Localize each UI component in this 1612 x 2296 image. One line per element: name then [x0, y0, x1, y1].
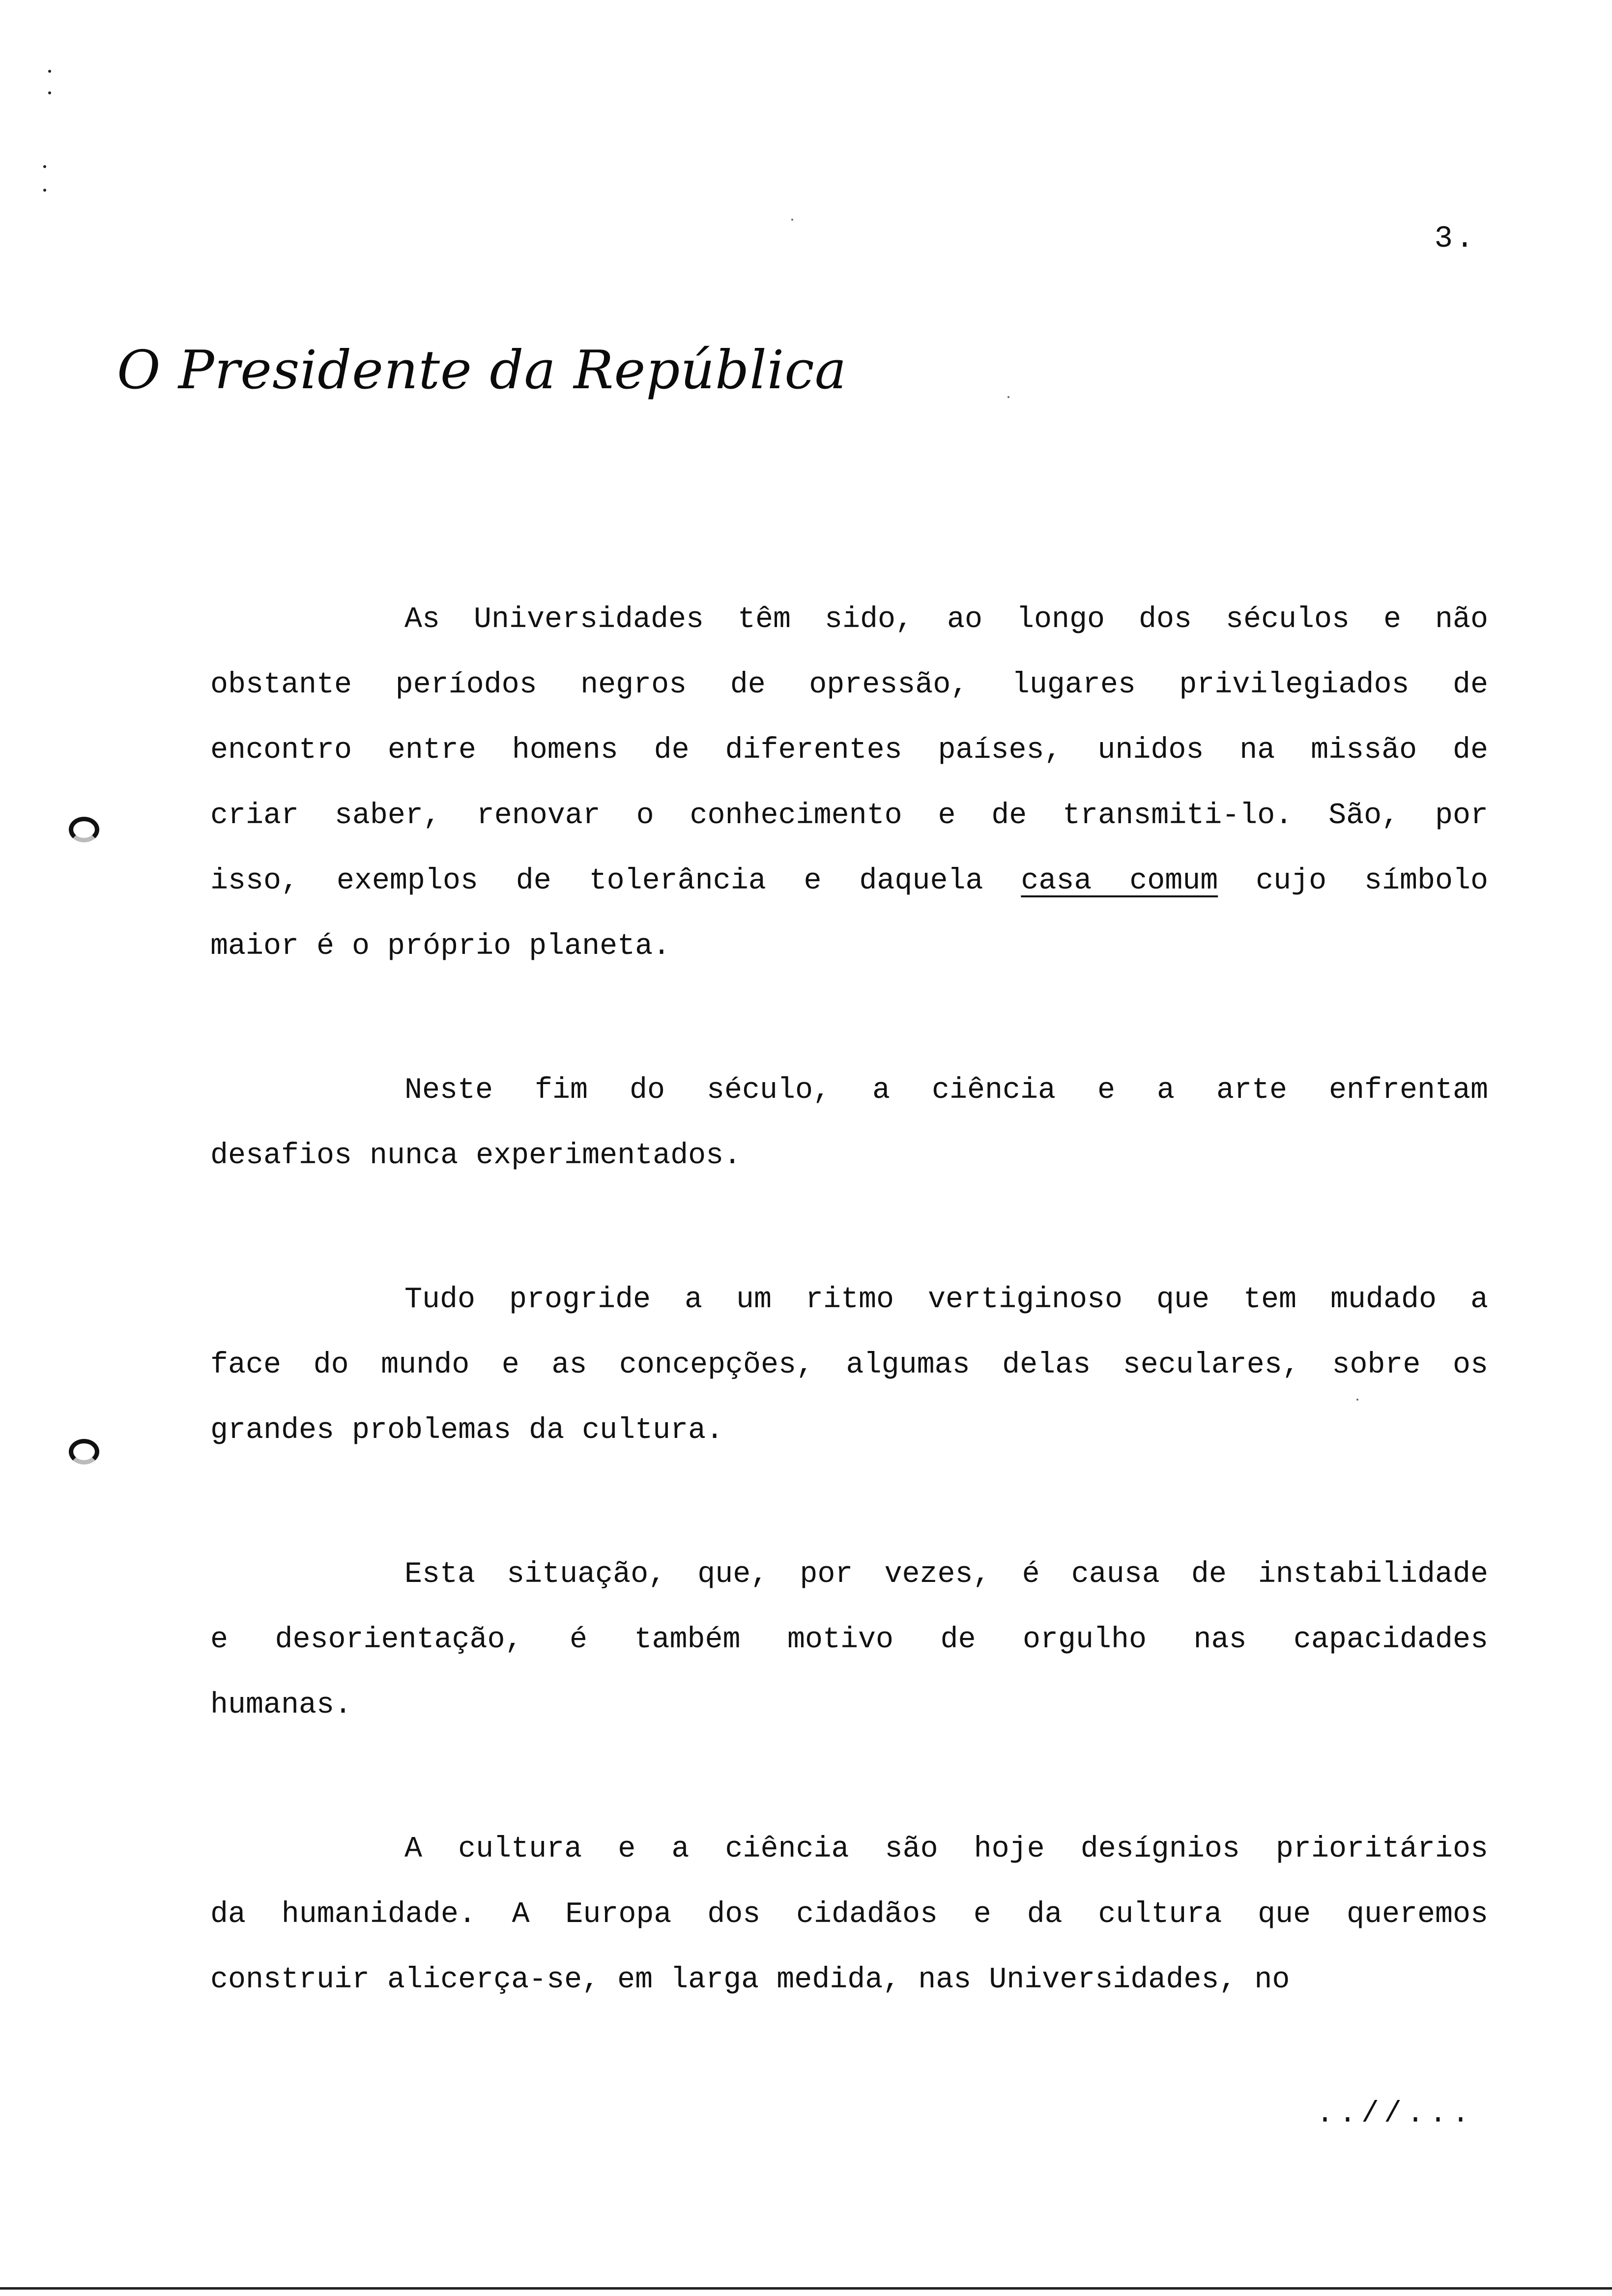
letterhead-title: O Presidente da República — [117, 340, 847, 401]
margin-dot — [43, 189, 46, 192]
bottom-rule — [0, 2287, 1612, 2290]
text-line — [210, 1542, 1488, 1607]
text-line — [210, 783, 1488, 849]
text-segment: cujo símbolo — [1218, 864, 1488, 898]
text-line — [210, 1058, 1488, 1123]
text-line — [210, 1673, 1488, 1738]
continuation-mark: ..//... — [1316, 2097, 1474, 2131]
paragraph — [210, 1817, 1488, 2013]
margin-dot — [48, 70, 51, 73]
text-segment: isso, exemplos de tolerância e daquela — [210, 864, 1021, 898]
text-segment: Esta situação, que, por vezes, é causa de instabilidade — [404, 1558, 1488, 1591]
text-segment: e desorientação, é também motivo de orgulho nas capacidades — [210, 1623, 1488, 1657]
paragraph — [210, 587, 1488, 979]
text-segment: grandes problemas da cultura. — [210, 1414, 724, 1447]
text-line — [210, 1398, 1488, 1464]
text-segment: desafios nunca experimentados. — [210, 1139, 742, 1173]
scan-speck — [1008, 396, 1009, 398]
underlined-phrase: casa comum — [1021, 864, 1218, 898]
paragraph — [210, 1267, 1488, 1464]
text-line — [210, 1607, 1488, 1673]
punch-hole — [69, 1439, 99, 1464]
letter-body — [210, 587, 1488, 2092]
scan-speck — [791, 219, 793, 221]
text-segment: A cultura e a ciência são hoje desígnios prioritários — [404, 1833, 1488, 1866]
punch-hole — [69, 817, 99, 842]
text-line — [210, 718, 1488, 783]
text-segment: encontro entre homens de diferentes países, unidos na missão de — [210, 734, 1488, 767]
text-line — [210, 1882, 1488, 1948]
text-segment: construir alicerça-se, em larga medida, nas Universidades, no — [210, 1963, 1290, 1997]
text-line — [210, 1267, 1488, 1333]
margin-dot — [48, 91, 51, 94]
text-segment: maior é o próprio planeta. — [210, 930, 671, 963]
margin-dot — [43, 165, 46, 168]
paragraph — [210, 1058, 1488, 1189]
text-line — [210, 849, 1488, 914]
text-line — [210, 1333, 1488, 1398]
text-segment: humanas. — [210, 1689, 352, 1722]
text-segment: criar saber, renovar o conhecimento e de transmiti-lo. São, por — [210, 799, 1488, 832]
text-segment: da humanidade. A Europa dos cidadãos e da cultura que queremos — [210, 1898, 1488, 1931]
page-number: 3. — [1434, 221, 1477, 256]
text-line — [210, 914, 1488, 979]
text-segment: Neste fim do século, a ciência e a arte enfrentam — [404, 1074, 1488, 1107]
text-segment: obstante períodos negros de opressão, lugares privilegiados de — [210, 668, 1488, 702]
text-segment: face do mundo e as concepções, algumas delas seculares, sobre os — [210, 1349, 1488, 1382]
paragraph — [210, 1542, 1488, 1738]
text-line — [210, 1817, 1488, 1882]
text-segment: Tudo progride a um ritmo vertiginoso que tem mudado a — [404, 1283, 1488, 1317]
text-line — [210, 587, 1488, 653]
text-line — [210, 1948, 1488, 2013]
text-line — [210, 1123, 1488, 1189]
text-segment: As Universidades têm sido, ao longo dos séculos e não — [404, 603, 1488, 636]
text-line — [210, 653, 1488, 718]
